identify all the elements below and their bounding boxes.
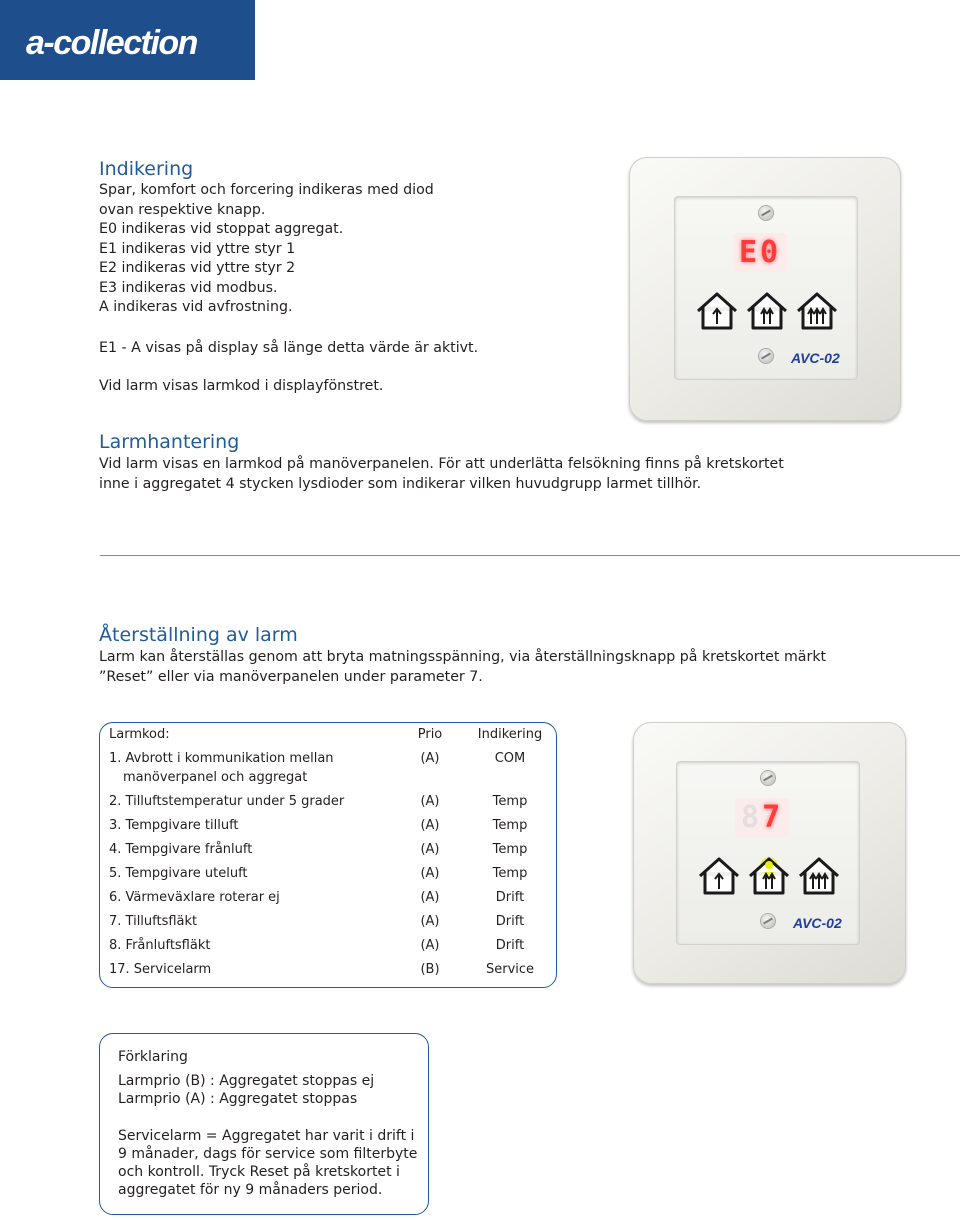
alarm-note: [99, 377, 383, 397]
led-display-value: 7: [762, 800, 784, 835]
house-three-arrows-icon: [795, 291, 839, 331]
aterstallning-text: [99, 648, 826, 687]
model-label: AVC-02: [791, 350, 840, 366]
mode-buttons: [695, 291, 839, 331]
led-display: 87: [735, 798, 789, 837]
larmhantering-text: [99, 455, 784, 494]
screw-icon: [761, 771, 775, 785]
prio-a-note: Larmprio (A) : Aggregatet stoppas: [118, 1091, 358, 1107]
screw-icon: [759, 206, 773, 220]
control-panel-face: [677, 762, 859, 944]
aterstallning-line: ”Reset” eller via manöverpanelen under parameter 7.: [99, 668, 483, 685]
alarm-indication: Drift: [495, 914, 525, 929]
aterstallning-line: Larm kan återställas genom att bryta matningsspänning, via återställningsknapp på kretskortet märkt: [99, 649, 827, 665]
alarm-prio: (A): [420, 751, 440, 766]
indikering-heading: Indikering: [99, 158, 194, 180]
alarm-prio: (A): [420, 914, 440, 929]
house-two-arrows-icon: [745, 291, 789, 331]
service-note-line: och kontroll. Tryck Reset på kretskortet i: [118, 1164, 400, 1180]
alarm-code: 3. Tempgivare tilluft: [109, 818, 239, 833]
table-row: [100, 816, 556, 836]
section-divider: [100, 555, 960, 556]
house-three-arrows-icon: [797, 856, 841, 896]
service-note-line: 9 månader, dags för service som filterbyte: [118, 1146, 418, 1162]
alarm-code: 6. Värmeväxlare roterar ej: [109, 890, 280, 905]
alarm-indication: Temp: [492, 794, 528, 809]
house-one-arrow-icon: [695, 291, 739, 331]
header-indikering: Indikering: [477, 727, 543, 742]
alarm-code: 1. Avbrott i kommunikation mellan: [109, 751, 334, 766]
alarm-indication: Drift: [495, 890, 525, 905]
table-row: [100, 888, 556, 908]
header-larmkod: Larmkod:: [109, 727, 170, 742]
service-note-line: aggregatet för ny 9 månaders period.: [118, 1182, 383, 1198]
alarm-code: 5. Tempgivare uteluft: [109, 866, 248, 881]
indikering-line: E1 indikeras vid yttre styr 1: [99, 240, 296, 257]
alarm-code-table: [99, 722, 557, 988]
alarm-indication: Temp: [492, 866, 528, 881]
indikering-line: E3 indikeras vid modbus.: [99, 279, 278, 296]
larmhantering-line: Vid larm visas en larmkod på manöverpanelen. För att underlätta felsökning finns på kretskortet: [99, 456, 784, 472]
display-note-text: E1 - A visas på display så länge detta värde är aktivt.: [99, 340, 479, 356]
brand-logo: a-collection: [0, 0, 255, 80]
led-display: E0: [733, 233, 787, 272]
explanation-title: Förklaring: [118, 1049, 188, 1065]
screw-icon: [759, 349, 773, 363]
explanation-box: [99, 1033, 429, 1215]
alarm-code: 2. Tilluftstemperatur under 5 grader: [109, 794, 345, 809]
control-panel-photo: [629, 157, 901, 421]
indikering-line: ovan respektive knapp.: [99, 201, 266, 218]
indikering-line: E0 indikeras vid stoppat aggregat.: [99, 221, 344, 237]
indikering-line: E2 indikeras vid yttre styr 2: [99, 260, 296, 276]
table-row: [100, 912, 556, 932]
display-note: [99, 339, 478, 359]
alarm-prio: (A): [420, 866, 440, 881]
table-row: [100, 749, 556, 769]
screw-icon: [761, 914, 775, 928]
aterstallning-heading: Återställning av larm: [99, 624, 298, 646]
table-row: [100, 840, 556, 860]
control-panel-photo-alarm: [633, 722, 906, 984]
indikering-list: [99, 181, 434, 318]
table-header: [100, 725, 556, 745]
alarm-prio: (B): [420, 962, 440, 977]
alarm-prio: (A): [420, 938, 440, 953]
alarm-indication: Drift: [495, 938, 525, 953]
larmhantering-heading: Larmhantering: [99, 431, 240, 453]
larmhantering-line: inne i aggregatet 4 stycken lysdioder som indikerar vilken huvudgrupp larmet tillhör.: [99, 475, 702, 492]
mode-buttons: [697, 856, 841, 896]
alarm-indication: COM: [494, 751, 526, 766]
alarm-prio: (A): [420, 890, 440, 905]
alarm-code-continuation: manöverpanel och aggregat: [123, 770, 308, 785]
header-prio: Prio: [417, 727, 443, 742]
table-row: [100, 960, 556, 980]
alarm-code: 7. Tilluftsfläkt: [109, 914, 198, 929]
house-one-arrow-icon: [697, 856, 741, 896]
alarm-indication: Service: [485, 962, 535, 977]
alarm-prio: (A): [420, 842, 440, 857]
alarm-code: 17. Servicelarm: [109, 962, 212, 977]
control-panel-face: [675, 197, 857, 379]
alarm-indication: Temp: [492, 818, 528, 833]
table-row: [100, 936, 556, 956]
table-row: [100, 864, 556, 884]
prio-b-note: Larmprio (B) : Aggregatet stoppas ej: [118, 1073, 375, 1089]
service-note-line: Servicelarm = Aggregatet har varit i drift i: [118, 1128, 415, 1144]
model-label: AVC-02: [793, 915, 842, 931]
alarm-prio: (A): [420, 794, 440, 809]
alarm-code: 8. Frånluftsfläkt: [109, 938, 211, 953]
alarm-code: 4. Tempgivare frånluft: [109, 842, 253, 857]
table-row: [100, 792, 556, 812]
alarm-prio: (A): [420, 818, 440, 833]
indikering-line: A indikeras vid avfrostning.: [99, 299, 293, 315]
alarm-note-text: Vid larm visas larmkod i displayfönstret.: [99, 378, 384, 394]
alarm-indication: Temp: [492, 842, 528, 857]
indikering-line: Spar, komfort och forcering indikeras med diod: [99, 182, 434, 198]
table-row-continuation: [100, 768, 556, 788]
house-two-arrows-lit-icon: [747, 856, 791, 896]
